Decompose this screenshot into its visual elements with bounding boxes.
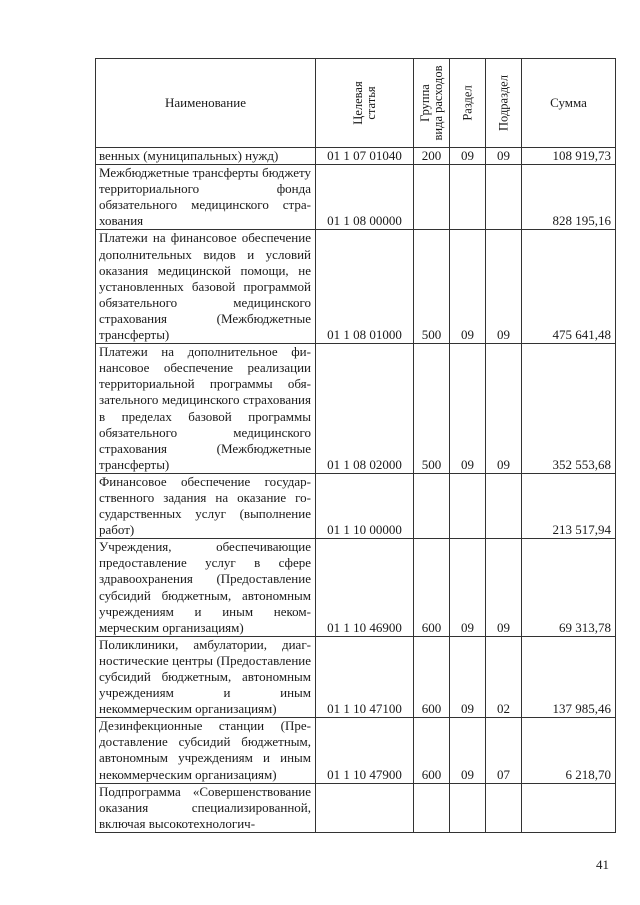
row-subsection	[486, 783, 522, 832]
row-group	[414, 473, 450, 538]
row-subsection: 09	[486, 539, 522, 637]
row-code: 01 1 10 46900	[316, 539, 414, 637]
row-name: Подпрограмма «Совершенствование оказания специализированной, включая высокотехнологич-	[96, 783, 316, 832]
row-sum: 137 985,46	[522, 636, 616, 717]
row-sum: 6 218,70	[522, 718, 616, 783]
row-group: 200	[414, 148, 450, 165]
table-row	[96, 783, 616, 832]
row-group: 600	[414, 718, 450, 783]
row-sum: 475 641,48	[522, 230, 616, 344]
row-section: 09	[450, 539, 486, 637]
row-subsection	[486, 473, 522, 538]
row-code: 01 1 07 01040	[316, 148, 414, 165]
table-body	[96, 148, 616, 833]
row-section: 09	[450, 718, 486, 783]
row-group: 600	[414, 636, 450, 717]
row-code: 01 1 08 00000	[316, 165, 414, 230]
row-sum: 108 919,73	[522, 148, 616, 165]
header-group	[414, 59, 450, 148]
header-subsection-text: Подраздел	[496, 75, 510, 131]
row-name: Финансовое обеспечение государственного задания на оказание государственных услуг (выполнение работ)	[96, 473, 316, 538]
table-row	[96, 148, 616, 165]
table-header-row	[96, 59, 616, 148]
row-group	[414, 783, 450, 832]
row-group	[414, 165, 450, 230]
row-group: 500	[414, 230, 450, 344]
row-sum: 213 517,94	[522, 473, 616, 538]
row-section: 09	[450, 148, 486, 165]
row-code: 01 1 08 02000	[316, 344, 414, 474]
row-subsection: 09	[486, 344, 522, 474]
row-name: Поликлиники, амбулатории, диагностические центры (Предоставление субсидий бюджетным, автономным учреждениям и иным некоммерческим организациям)	[96, 636, 316, 717]
row-section: 09	[450, 636, 486, 717]
row-sum: 352 553,68	[522, 344, 616, 474]
row-sum: 69 313,78	[522, 539, 616, 637]
row-code: 01 1 10 47900	[316, 718, 414, 783]
header-subsection	[486, 59, 522, 148]
header-sum: Сумма	[522, 59, 616, 148]
row-subsection: 09	[486, 230, 522, 344]
row-subsection: 09	[486, 148, 522, 165]
header-section-text: Раздел	[460, 85, 474, 121]
row-name: Межбюджетные трансферты бюджету территориального фонда обязательного медицинского страхования	[96, 165, 316, 230]
row-section	[450, 473, 486, 538]
row-section	[450, 783, 486, 832]
table-row	[96, 718, 616, 783]
row-code	[316, 783, 414, 832]
header-code	[316, 59, 414, 148]
table-row	[96, 539, 616, 637]
row-name: Платежи на дополнительное финансовое обеспечение реализации территориальной программы обязательного медицинского страхования в пределах базовой программы обязательного медицинского страхования (Межбюджетные трансферты)	[96, 344, 316, 474]
row-section: 09	[450, 230, 486, 344]
row-sum	[522, 783, 616, 832]
row-name: венных (муниципальных) нужд)	[96, 148, 316, 165]
row-group: 500	[414, 344, 450, 474]
row-name: Учреждения, обеспечивающие предоставление услуг в сфере здравоохранения (Предоставление субсидий бюджетным, автономным учреждениям и иным некоммерческим организациям)	[96, 539, 316, 637]
row-group: 600	[414, 539, 450, 637]
row-subsection	[486, 165, 522, 230]
row-subsection: 07	[486, 718, 522, 783]
row-code: 01 1 08 01000	[316, 230, 414, 344]
row-name: Дезинфекционные станции (Предоставление субсидий бюджетным, автономным учреждениям и иным некоммерческим организациям)	[96, 718, 316, 783]
budget-table	[95, 58, 616, 833]
table-row	[96, 165, 616, 230]
row-subsection: 02	[486, 636, 522, 717]
row-name: Платежи на финансовое обеспечение дополнительных видов и условий оказания медицинской помощи, не установленных базовой программой обязательного медицинского страхования (Межбюджетные трансферты)	[96, 230, 316, 344]
row-sum: 828 195,16	[522, 165, 616, 230]
table-row	[96, 344, 616, 474]
row-code: 01 1 10 47100	[316, 636, 414, 717]
row-section: 09	[450, 344, 486, 474]
row-section	[450, 165, 486, 230]
table-row	[96, 473, 616, 538]
table-row	[96, 230, 616, 344]
table-row	[96, 636, 616, 717]
row-code: 01 1 10 00000	[316, 473, 414, 538]
header-group-text: Группа вида расходов	[417, 65, 445, 141]
header-section	[450, 59, 486, 148]
page-number: 41	[596, 857, 609, 872]
header-name: Наименование	[96, 59, 316, 148]
header-code-text: Целевая статья	[350, 81, 378, 125]
